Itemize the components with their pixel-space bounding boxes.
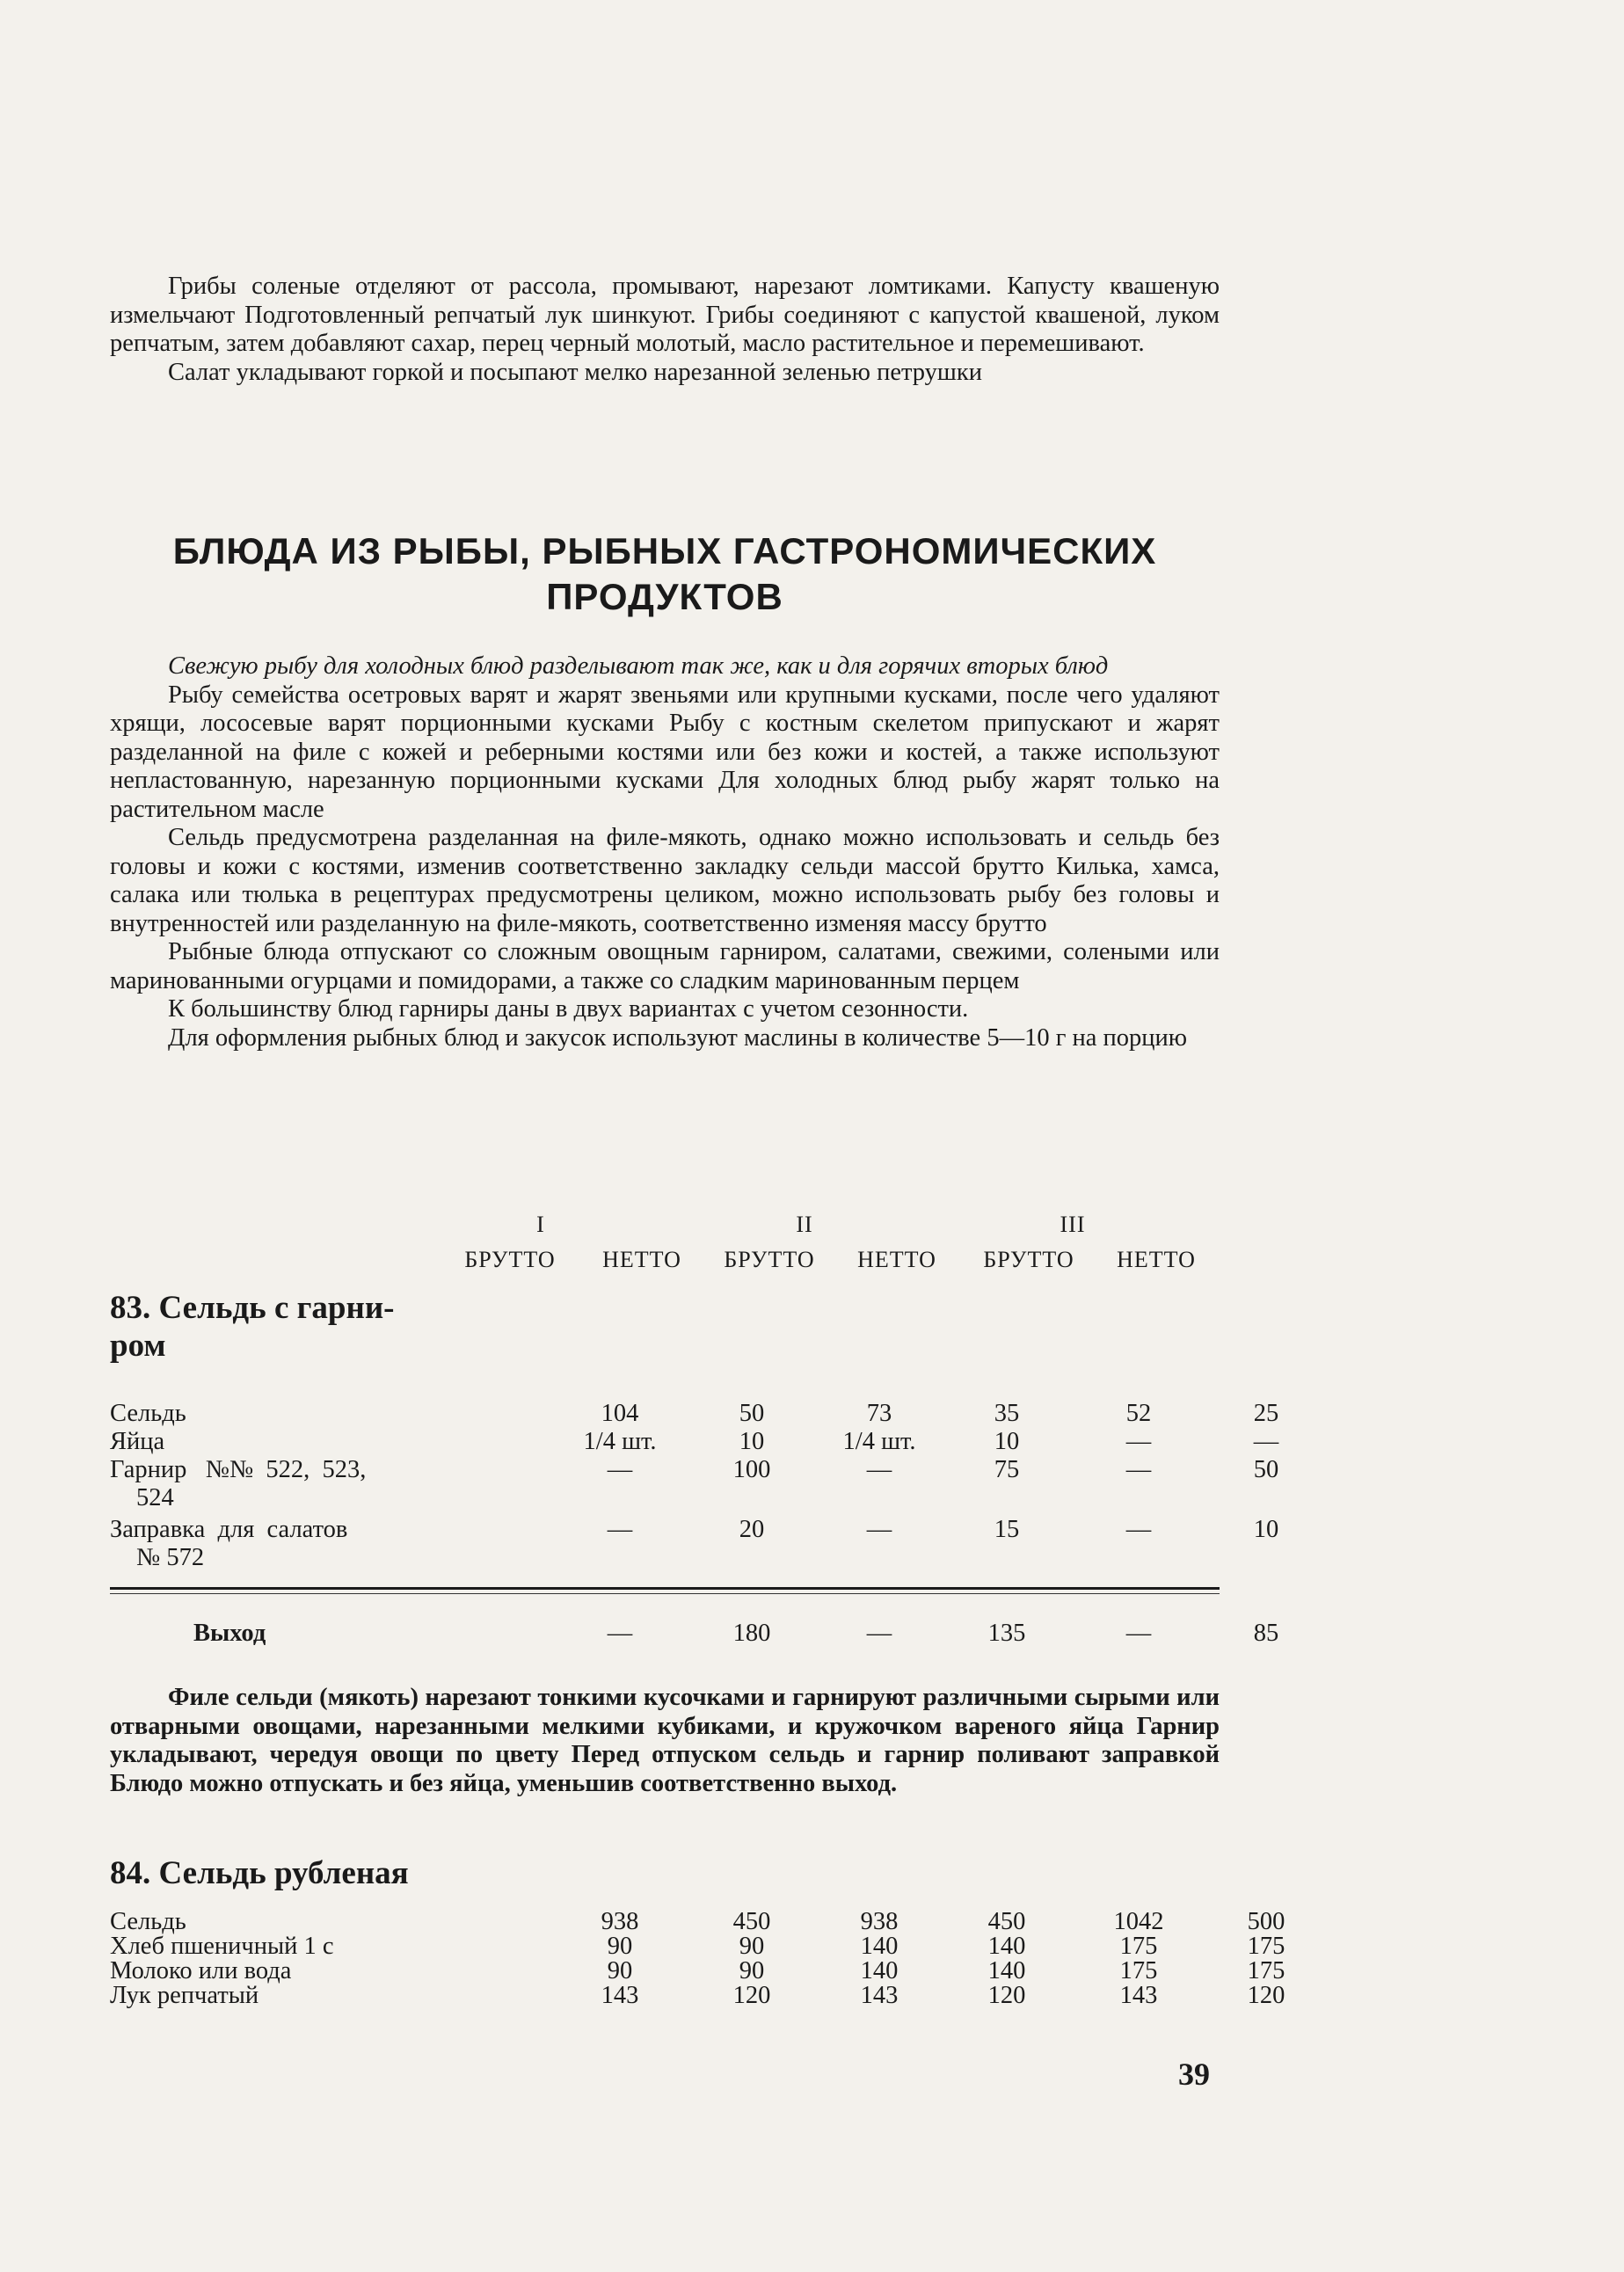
ingredient-value: 120 [1247, 1982, 1285, 2009]
ingredient-value: 175 [1247, 1957, 1285, 1984]
table-divider-thin [110, 1593, 1220, 1594]
yield-value: 135 [987, 1620, 1026, 1647]
ingredient-value: 120 [732, 1982, 771, 2009]
ingredient-value: — [1125, 1456, 1152, 1483]
column-group-1: I [536, 1212, 545, 1237]
ingredient-value: 104 [601, 1400, 639, 1427]
ingredient-row [110, 1456, 1279, 1511]
ingredient-value: 20 [739, 1516, 765, 1543]
ingredient-value: — [866, 1456, 892, 1483]
ingredient-value: 100 [732, 1456, 771, 1483]
yield-value: 85 [1253, 1620, 1279, 1647]
ingredient-name-text: Сельдь [110, 1400, 186, 1427]
ingredient-value: 140 [987, 1933, 1026, 1960]
intro-paragraph: Грибы соленые отделяют от рассола, промывают, нарезают ломтиками. Капусту квашеную измельчают Подготовленный репчатый лук шинкуют. Грибы соединяют с капустой квашеной, луком репчатым, затем добавляют сахар, перец черный молотый, масло растительное и перемешивают. [110, 273, 1220, 357]
ingredient-value: 140 [860, 1957, 899, 1984]
ingredient-value: 1/4 шт. [842, 1428, 916, 1455]
ingredient-name [110, 1456, 453, 1512]
ingredient-value: 938 [860, 1908, 899, 1935]
ingredient-value: — [1125, 1428, 1152, 1455]
yield-row [110, 1620, 1279, 1648]
ingredient-name-text: Сельдь [110, 1908, 186, 1935]
recipe-83-description [110, 1684, 1220, 1798]
yield-value: 180 [732, 1620, 771, 1647]
ingredient-name-text: Молоко или вода [110, 1957, 292, 1984]
ingredient-row [110, 1982, 1285, 2010]
ingredient-name [110, 1428, 453, 1456]
ingredient-value: — [1125, 1516, 1152, 1543]
ingredient-value: 175 [1119, 1933, 1158, 1960]
section-heading-line1: БЛЮДА ИЗ РЫБЫ, РЫБНЫХ ГАСТРОНОМИЧЕСКИХ [172, 530, 1157, 572]
yield-value: — [1125, 1620, 1152, 1647]
ingredient-value: 120 [987, 1982, 1026, 2009]
section-text [110, 652, 1220, 1052]
ingredient-value: 140 [987, 1957, 1026, 1984]
ingredient-value: 175 [1247, 1933, 1285, 1960]
ingredient-name-text: Хлеб пшеничный 1 с [110, 1933, 334, 1960]
ingredient-value: 143 [601, 1982, 639, 2009]
ingredient-value: 75 [994, 1456, 1020, 1483]
ingredient-value: 500 [1247, 1908, 1285, 1935]
ingredient-name [110, 1982, 453, 2010]
ingredient-name-continuation: 524 [136, 1484, 174, 1511]
column-netto: НЕТТО [602, 1247, 681, 1272]
ingredient-value: — [1253, 1428, 1279, 1455]
ingredient-name-text: Заправка для салатов [110, 1516, 348, 1543]
column-netto: НЕТТО [857, 1247, 936, 1272]
ingredient-value: 143 [860, 1982, 899, 2009]
column-brutto: БРУТТО [464, 1247, 556, 1272]
page-number: 39 [1178, 2057, 1210, 2092]
ingredient-value: 938 [601, 1908, 639, 1935]
ingredient-value: 90 [739, 1957, 765, 1984]
section-paragraph: Рыбу семейства осетровых варят и жарят звеньями или крупными кусками, после чего удаляют хрящи, лососевые варят порционными кусками Рыбу с костным скелетом припускают и жарят разделанной на филе с кожей и реберными костями или без кожи и костей, а также используют непластованную, нарезанную порционными кусками Для холодных блюд рыбу жарят только на растительном масле [110, 681, 1220, 823]
column-netto: НЕТТО [1117, 1247, 1196, 1272]
ingredient-row [110, 1516, 1279, 1571]
table-divider [110, 1587, 1220, 1590]
recipe-84-title: 84. Сельдь рубленая [110, 1855, 409, 1891]
ingredient-value: — [607, 1516, 633, 1543]
ingredient-value: 140 [860, 1933, 899, 1960]
recipe-83-title: 83. Сельдь с гарни- [110, 1290, 395, 1326]
ingredient-value: 10 [994, 1428, 1020, 1455]
yield-label: Выход [193, 1620, 266, 1647]
ingredient-value: 50 [1253, 1456, 1279, 1483]
ingredient-value: 10 [739, 1428, 765, 1455]
ingredient-value: 90 [739, 1933, 765, 1960]
yield-value: — [866, 1620, 892, 1647]
ingredient-value: 450 [732, 1908, 771, 1935]
ingredient-value: 90 [607, 1957, 633, 1984]
column-brutto: БРУТТО [724, 1247, 815, 1272]
ingredient-value: 175 [1119, 1957, 1158, 1984]
ingredient-name [110, 1516, 453, 1572]
intro-text [110, 273, 1220, 387]
section-paragraph: Для оформления рыбных блюд и закусок используют маслины в количестве 5—10 г на порцию [168, 1023, 1188, 1052]
section-paragraph: Сельдь предусмотрена разделанная на филе-мякоть, однако можно использовать и сельдь без головы и кожи с костями, изменив соответственно закладку сельди массой брутто Килька, хамса, салака или тюлька в рецептурах предусмотрены целиком, можно использовать рыбу без головы и внутренностей или разделанную на филе-мякоть, соответственно изменяя массу брутто [110, 824, 1220, 937]
ingredient-name-continuation: № 572 [136, 1544, 205, 1571]
recipe-83-title-cont: ром [110, 1328, 166, 1364]
ingredient-value: 15 [994, 1516, 1020, 1543]
ingredient-value: 50 [739, 1400, 765, 1427]
ingredient-value: 35 [994, 1400, 1020, 1427]
ingredient-name [110, 1400, 453, 1428]
ingredient-value: 1/4 шт. [583, 1428, 657, 1455]
ingredient-value: 25 [1253, 1400, 1279, 1427]
section-paragraph: К большинству блюд гарниры даны в двух вариантах с учетом сезонности. [168, 995, 969, 1023]
ingredient-value: — [866, 1516, 892, 1543]
ingredient-value: 52 [1125, 1400, 1152, 1427]
yield-value: — [607, 1620, 633, 1647]
intro-paragraph: Салат укладывают горкой и посыпают мелко нарезанной зеленью петрушки [168, 358, 982, 386]
ingredient-row [110, 1400, 1279, 1428]
section-paragraph: Рыбные блюда отпускают со сложным овощным гарниром, салатами, свежими, солеными или маринованными огурцами и помидорами, а также со сладким маринованным перцем [110, 938, 1220, 994]
ingredient-row [110, 1428, 1279, 1456]
ingredient-value: 10 [1253, 1516, 1279, 1543]
ingredient-name-text: Гарнир №№ 522, 523, [110, 1456, 367, 1483]
section-heading-line2: ПРОДУКТОВ [546, 576, 783, 617]
ingredient-value: 1042 [1113, 1908, 1164, 1935]
section-paragraph: Свежую рыбу для холодных блюд разделывают так же, как и для горячих вторых блюд [168, 652, 1109, 680]
recipe-83-description-text: Филе сельди (мякоть) нарезают тонкими кусочками и гарнируют различными сырыми или отварными овощами, нарезанными мелкими кубиками, и кружочком вареного яйца Гарнир укладывают, чередуя овощи по цвету Перед отпуском сельдь и гарнир поливают заправкой Блюдо можно отпускать и без яйца, уменьшив соответственно выход. [110, 1684, 1220, 1797]
ingredient-value: 73 [866, 1400, 892, 1427]
ingredient-value: 90 [607, 1933, 633, 1960]
column-group-3: III [1060, 1212, 1086, 1237]
ingredient-value: 143 [1119, 1982, 1158, 2009]
column-group-2: II [796, 1212, 813, 1237]
ingredient-name-text: Лук репчатый [110, 1982, 259, 2009]
ingredient-value: 450 [987, 1908, 1026, 1935]
ingredient-value: — [607, 1456, 633, 1483]
ingredient-name-text: Яйца [110, 1428, 165, 1455]
column-brutto: БРУТТО [983, 1247, 1074, 1272]
